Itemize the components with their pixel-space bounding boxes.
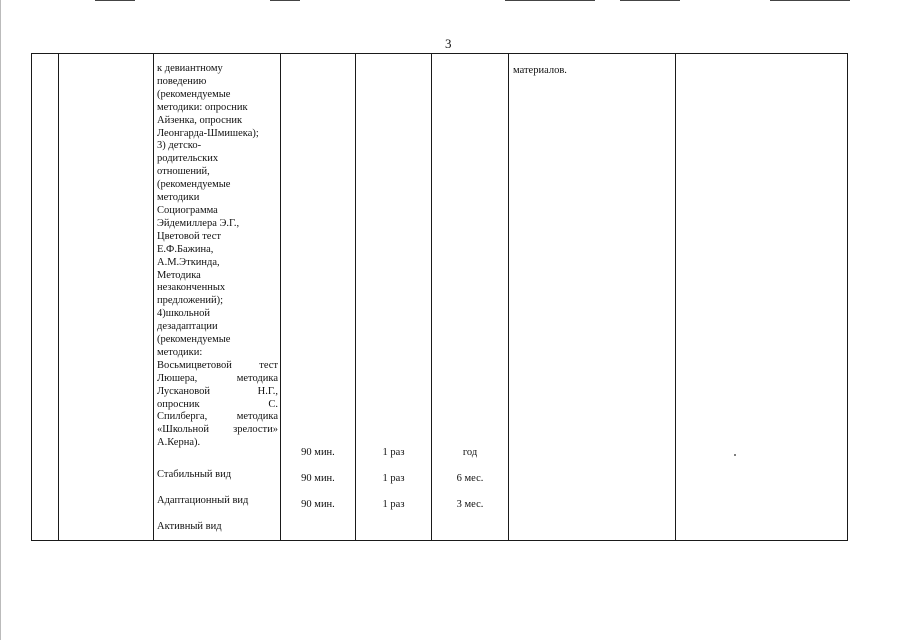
cell-period — [432, 54, 509, 541]
description-line: А.Керна). — [157, 437, 201, 449]
description-line: Цветовой тест — [157, 230, 221, 242]
description-text — [157, 63, 278, 450]
description-line: «Школьной зрелости» — [157, 424, 278, 436]
description-line: Эйдемиллера Э.Г., — [157, 217, 240, 229]
description-line: к девиантному — [157, 63, 223, 74]
description-line: методики: опросник — [157, 101, 248, 113]
scan-speck — [734, 454, 736, 456]
description-line: Е.Ф.Бажина, — [157, 243, 214, 255]
frequency-adaptive: 1 раз — [382, 473, 405, 484]
description-line: (рекомендуемые — [157, 179, 231, 191]
description-line: опросник С. — [157, 398, 278, 410]
description-line: А.М.Эткинда, — [157, 256, 220, 268]
description-line: Социограмма — [157, 204, 218, 216]
frequency-stable: 1 раз — [382, 447, 405, 458]
page-number: 3 — [445, 36, 452, 51]
frequency-active: 1 раз — [382, 499, 405, 510]
period-stable: год — [462, 447, 478, 458]
description-line: родительских — [157, 153, 219, 165]
description-line: 3) детско- — [157, 140, 202, 152]
description-line: поведению — [157, 75, 207, 87]
cell-note: материалов. — [509, 54, 676, 541]
scan-edge-top — [0, 0, 905, 4]
cell-duration — [281, 54, 356, 541]
kind-list — [157, 462, 278, 540]
cell-empty — [676, 54, 848, 541]
description-line: отношений, — [157, 166, 210, 178]
description-line: Лускановой Н.Г., — [157, 385, 278, 397]
description-line: 4)школьной — [157, 308, 211, 320]
kind-name-adaptive: Адаптационный вид — [157, 495, 249, 507]
scan-edge-left — [0, 0, 1, 640]
cell-frequency — [356, 54, 432, 541]
cell-number — [32, 54, 59, 541]
description-line: методики: — [157, 346, 203, 358]
duration-active: 90 мин. — [301, 499, 335, 510]
description-line: Спилберга, методика — [157, 411, 278, 423]
period-active: 3 мес. — [456, 499, 484, 510]
description-line: Восьмицветовой тест — [157, 359, 278, 371]
duration-adaptive: 90 мин. — [301, 473, 335, 484]
description-line: предложений); — [157, 295, 224, 307]
kind-name-active: Активный вид — [157, 521, 222, 533]
cell-title — [59, 54, 154, 541]
table-row — [32, 54, 848, 541]
period-adaptive: 6 мес. — [456, 473, 484, 484]
description-line: Айзенка, опросник — [157, 114, 243, 126]
duration-stable: 90 мин. — [301, 447, 335, 458]
description-line: Методика — [157, 269, 201, 281]
description-line: (рекомендуемые — [157, 334, 231, 346]
description-line: Люшера, методика — [157, 372, 278, 384]
description-line: методики — [157, 192, 200, 204]
description-line: Леонгарда-Шмишека); — [157, 127, 259, 139]
description-line: незаконченных — [157, 282, 226, 294]
program-table — [31, 53, 848, 541]
kind-name-stable: Стабильный вид — [157, 469, 232, 481]
cell-description — [154, 54, 281, 541]
description-line: (рекомендуемые — [157, 88, 231, 100]
description-line: дезадаптации — [157, 321, 218, 333]
